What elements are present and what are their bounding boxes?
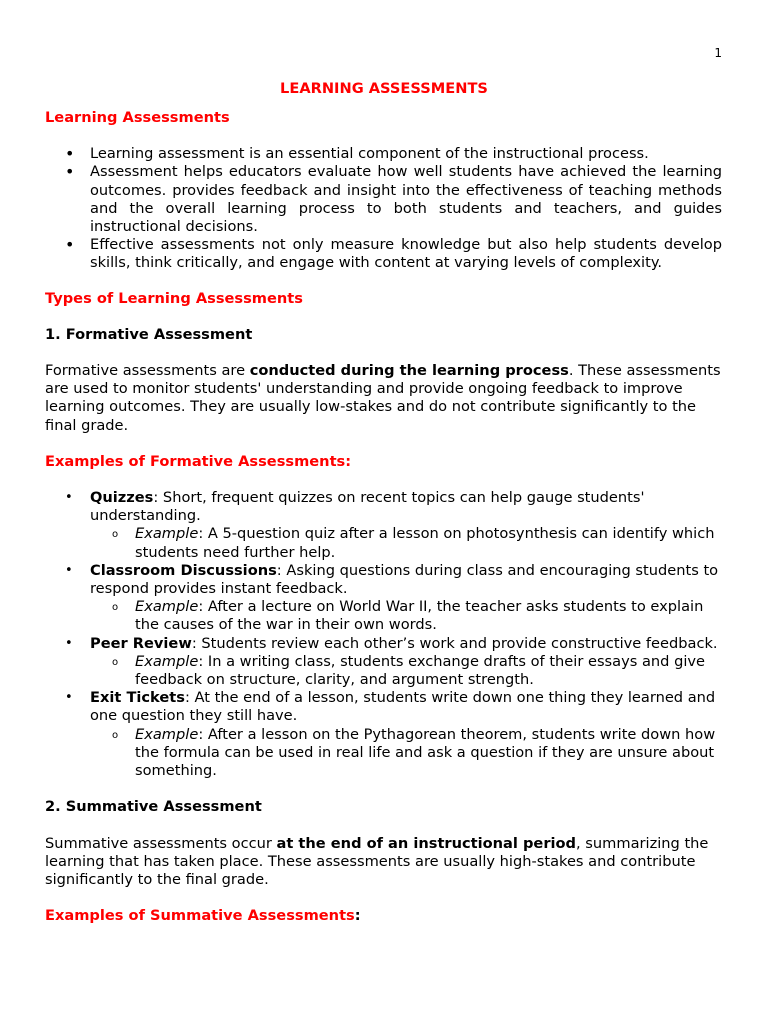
summative-paragraph: Summative assessments occur at the end of an instructional period, summarizing the learning that has taken place. These assessments are usually high-stakes and contribute significantly to the final grade. <box>45 834 709 888</box>
subheading-summative: 2. Summative Assessment <box>45 798 262 816</box>
example-item: o Example: A 5-question quiz after a lesson on photosynthesis can identify which students need further help. <box>45 525 722 561</box>
list-item: • Classroom Discussions: Asking questions during class and encouraging students to respond provides instant feedback. o Example: After a lecture on World War II, the teacher asks students to explain the causes of the war in their own words. <box>45 562 722 635</box>
intro-bullet-list <box>45 145 722 272</box>
formative-examples-list <box>45 489 722 780</box>
formative-examples-heading: Examples of Formative Assessments: <box>45 452 352 470</box>
document-body <box>45 109 722 925</box>
section-heading-types: Types of Learning Assessments <box>45 289 303 307</box>
page-number: 1 <box>714 46 722 60</box>
example-item: o Example: In a writing class, students exchange drafts of their essays and give feedback on structure, clarity, and argument strength. <box>45 653 722 689</box>
summative-examples-heading: Examples of Summative Assessments: <box>45 907 361 925</box>
document-title: LEARNING ASSESSMENTS <box>280 80 488 97</box>
section-heading-learning-assessments: Learning Assessments <box>45 109 230 126</box>
list-item: • Assessment helps educators evaluate how well students have achieved the learning outcomes. provides feedback and insight into the effectiveness of teaching methods and the overall learning process to both students and teachers, and guides instructional decisions. <box>45 163 722 236</box>
list-item: • Peer Review: Students review each other’s work and provide constructive feedback. o Example: In a writing class, students exchange drafts of their essays and give feedback on structure, clarity, and argument strength. <box>45 635 722 690</box>
list-item: • Exit Tickets: At the end of a lesson, students write down one thing they learned and one question they still have. o Example: After a lesson on the Pythagorean theorem, students write down how the formula can be used in real life and ask a question if they are unsure about something. <box>45 689 722 780</box>
subheading-formative: 1. Formative Assessment <box>45 325 253 343</box>
example-item: o Example: After a lesson on the Pythagorean theorem, students write down how the formula can be used in real life and ask a question if they are unsure about something. <box>45 726 722 781</box>
example-item: o Example: After a lecture on World War II, the teacher asks students to explain the causes of the war in their own words. <box>45 598 722 634</box>
list-item: • Effective assessments not only measure knowledge but also help students develop skills, think critically, and engage with content at varying levels of complexity. <box>45 236 722 272</box>
list-item: • Learning assessment is an essential component of the instructional process. <box>45 145 722 163</box>
formative-paragraph: Formative assessments are conducted during the learning process. These assessments are used to monitor students' understanding and provide ongoing feedback to improve learning outcomes. They are usually low-stakes and do not contribute significantly to the final grade. <box>45 362 721 434</box>
list-item: • Quizzes: Short, frequent quizzes on recent topics can help gauge students' understanding. o Example: A 5-question quiz after a lesson on photosynthesis can identify which students need further help. <box>45 489 722 562</box>
